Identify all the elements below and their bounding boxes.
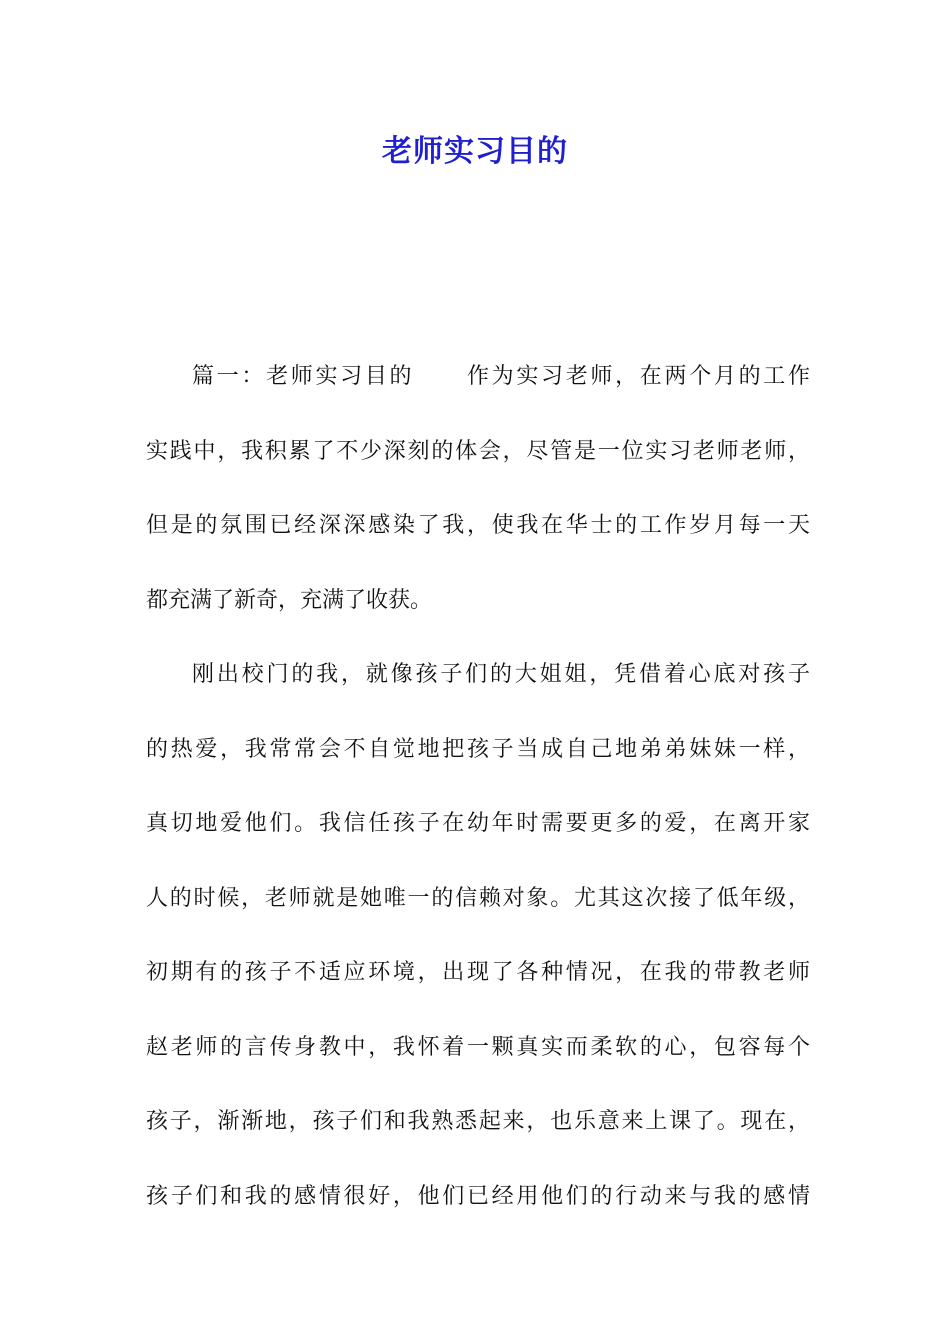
section-heading: 篇一：老师实习目的 bbox=[192, 364, 415, 389]
paragraph-2-line-1: 刚出校门的我，就像孩子们的大姐姐，凭借着心底对孩子 bbox=[192, 662, 810, 687]
paragraph-1-line-3: 但是的氛围已经深深感染了我，使我在华士的工作岁月每一天 bbox=[146, 513, 810, 538]
paragraph-2-line-8: 孩子们和我的感情很好，他们已经用他们的行动来与我的感情 bbox=[146, 1183, 810, 1209]
paragraph-1-line-4: 都充满了新奇，充满了收获。 bbox=[146, 587, 433, 613]
paragraph-1-line-2: 实践中，我积累了不少深刻的体会，尽管是一位实习老师老师， bbox=[146, 438, 810, 464]
paragraph-2-line-2: 的热爱，我常常会不自觉地把孩子当成自己地弟弟妹妹一样， bbox=[146, 736, 810, 762]
paragraph-1-line-1 bbox=[146, 340, 810, 415]
paragraph-2-line-7: 孩子，渐渐地，孩子们和我熟悉起来，也乐意来上课了。现在， bbox=[146, 1109, 810, 1134]
paragraph-1-text: 作为实习老师，在两个月的工作 bbox=[464, 364, 810, 389]
document-body bbox=[146, 340, 810, 1234]
paragraph-2-line-5: 初期有的孩子不适应环境，出现了各种情况，在我的带教老师 bbox=[146, 960, 810, 985]
paragraph-2-line-6: 赵老师的言传身教中，我怀着一颗真实而柔软的心，包容每个 bbox=[146, 1034, 810, 1060]
paragraph-2-line-4: 人的时候，老师就是她唯一的信赖对象。尤其这次接了低年级， bbox=[146, 885, 810, 911]
document-title: 老师实习目的 bbox=[382, 134, 568, 169]
paragraph-2-line-3: 真切地爱他们。我信任孩子在幼年时需要更多的爱，在离开家 bbox=[146, 811, 810, 836]
